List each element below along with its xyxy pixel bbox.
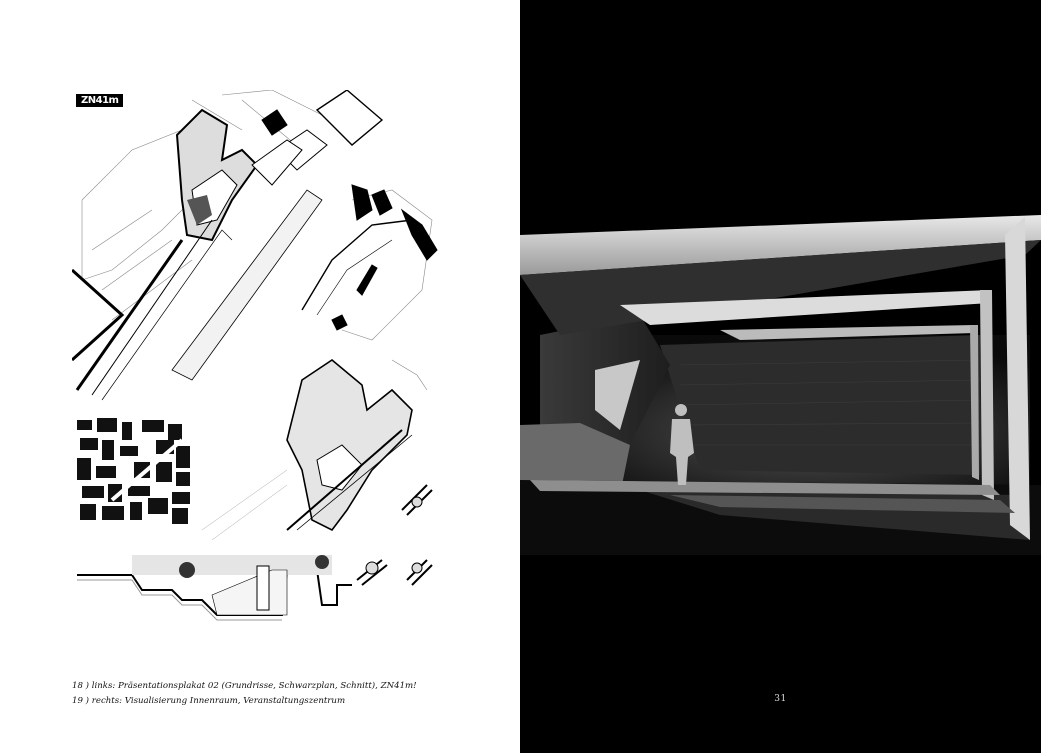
page-number: 31 [774, 694, 787, 704]
black-outline-left [72, 270, 122, 360]
project-tag: ZN41m [76, 94, 123, 107]
presentation-poster [72, 90, 442, 630]
diagram-icons [357, 485, 432, 585]
caption-19: 19 ) rechts: Visualisierung Innenraum, Veranstaltungszentrum [72, 696, 346, 706]
caption-18: 18 ) links: Präsentationsplakat 02 (Grundrisse, Schwarzplan, Schnitt), ZN41m! [72, 681, 417, 691]
floor-plan [202, 360, 427, 540]
figure-ground-plan [74, 412, 194, 530]
figure-captions [72, 679, 417, 709]
secondary-plan [302, 185, 437, 330]
building-footprint [177, 110, 257, 240]
section-drawing [77, 555, 352, 620]
interior-visualization [520, 195, 1041, 555]
ramp-path [77, 90, 382, 400]
